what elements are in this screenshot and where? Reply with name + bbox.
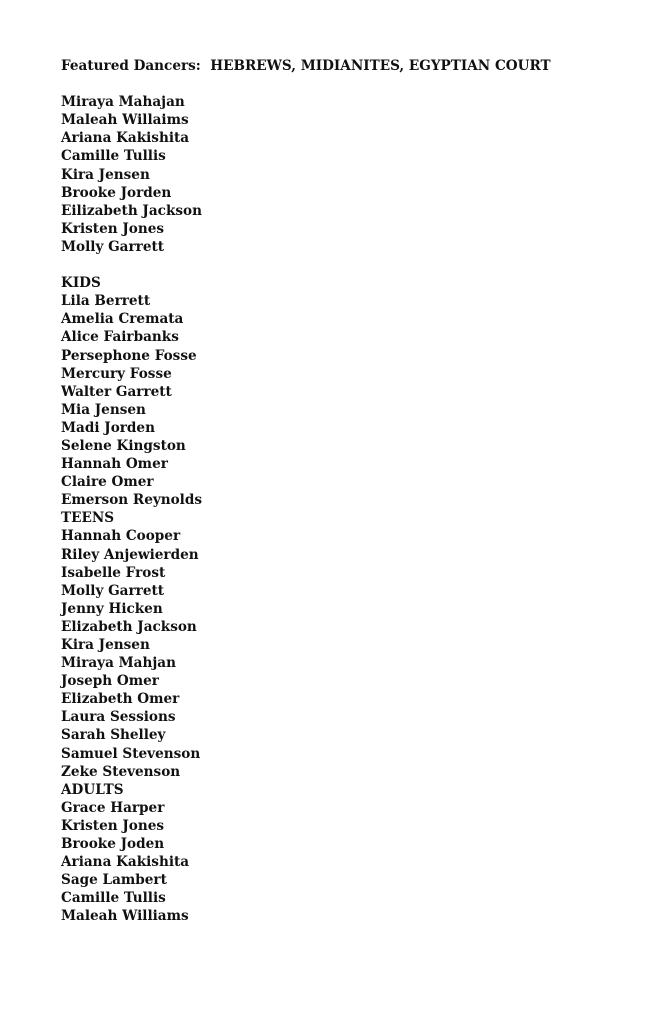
featured-dancer-name: Kristen Jones — [61, 220, 165, 237]
adult-dancer-name: Ariana Kakishita — [61, 854, 190, 871]
featured-dancer-name: Eilizabeth Jackson — [61, 202, 202, 219]
featured-dancers-label: Featured Dancers: — [61, 58, 201, 74]
adult-dancer-name: Sage Lambert — [61, 872, 167, 889]
teen-dancer-name: Riley Anjewierden — [61, 546, 199, 563]
kid-dancer-name: Amelia Cremata — [61, 311, 184, 328]
teen-dancer-name: Kira Jensen — [61, 637, 150, 653]
teen-dancer-name: Joseph Omer — [61, 673, 159, 690]
teen-dancer-name: Jenny Hicken — [61, 600, 163, 617]
featured-dancer-name: Maleah Willaims — [61, 112, 189, 129]
teen-dancer-name: Zeke Stevenson — [61, 763, 181, 780]
cast-list — [61, 57, 621, 926]
kid-dancer-name: Claire Omer — [61, 474, 154, 491]
teen-dancer-name: Miraya Mahjan — [61, 655, 176, 672]
kids-heading: KIDS — [61, 275, 101, 292]
kid-dancer-name: Alice Fairbanks — [61, 329, 179, 346]
featured-dancer-name: Ariana Kakishita — [61, 130, 190, 147]
teen-dancer-name: Isabelle Frost — [61, 564, 166, 581]
adult-dancer-name: Brooke Joden — [61, 836, 165, 853]
teen-dancer-name: Hannah Cooper — [61, 528, 181, 545]
featured-dancer-name: Brooke Jorden — [61, 184, 172, 201]
kid-dancer-name: Mia Jensen — [61, 401, 146, 418]
featured-dancer-name: Camille Tullis — [61, 148, 166, 165]
teen-dancer-name: Sarah Shelley — [61, 727, 166, 744]
adult-dancer-name: Kristen Jones — [61, 817, 165, 834]
teen-dancer-name: Elizabeth Omer — [61, 691, 180, 708]
teens-heading: TEENS — [61, 510, 115, 527]
teens-list — [61, 527, 621, 780]
adults-list — [61, 799, 621, 926]
spacer — [61, 256, 621, 274]
featured-dancers-groups: HEBREWS, MIDIANITES, EGYPTIAN COURT — [210, 58, 551, 74]
teen-dancer-name: Elizabeth Jackson — [61, 618, 197, 635]
adults-heading: ADULTS — [61, 781, 124, 798]
featured-dancer-name: Kira Jensen — [61, 166, 150, 183]
kid-dancer-name: Madi Jorden — [61, 419, 155, 436]
kid-dancer-name: Lila Berrett — [61, 293, 151, 310]
teen-dancer-name: Molly Garrett — [61, 582, 165, 599]
adult-dancer-name: Camille Tullis — [61, 890, 166, 907]
adult-dancer-name: Maleah Williams — [61, 908, 189, 925]
teen-dancer-name: Laura Sessions — [61, 709, 176, 726]
featured-dancers-heading — [61, 57, 621, 75]
kid-dancer-name: Selene Kingston — [61, 437, 186, 454]
kid-dancer-name: Emerson Reynolds — [61, 492, 203, 509]
teen-dancer-name: Samuel Stevenson — [61, 745, 201, 762]
featured-dancer-name: Miraya Mahajan — [61, 94, 185, 111]
kid-dancer-name: Walter Garrett — [61, 383, 172, 400]
spacer — [61, 75, 621, 93]
featured-dancers-list — [61, 93, 621, 256]
kid-dancer-name: Mercury Fosse — [61, 365, 172, 382]
featured-dancer-name: Molly Garrett — [61, 238, 165, 255]
kid-dancer-name: Persephone Fosse — [61, 347, 197, 364]
kids-list — [61, 292, 621, 509]
kid-dancer-name: Hannah Omer — [61, 456, 168, 473]
adult-dancer-name: Grace Harper — [61, 799, 165, 816]
